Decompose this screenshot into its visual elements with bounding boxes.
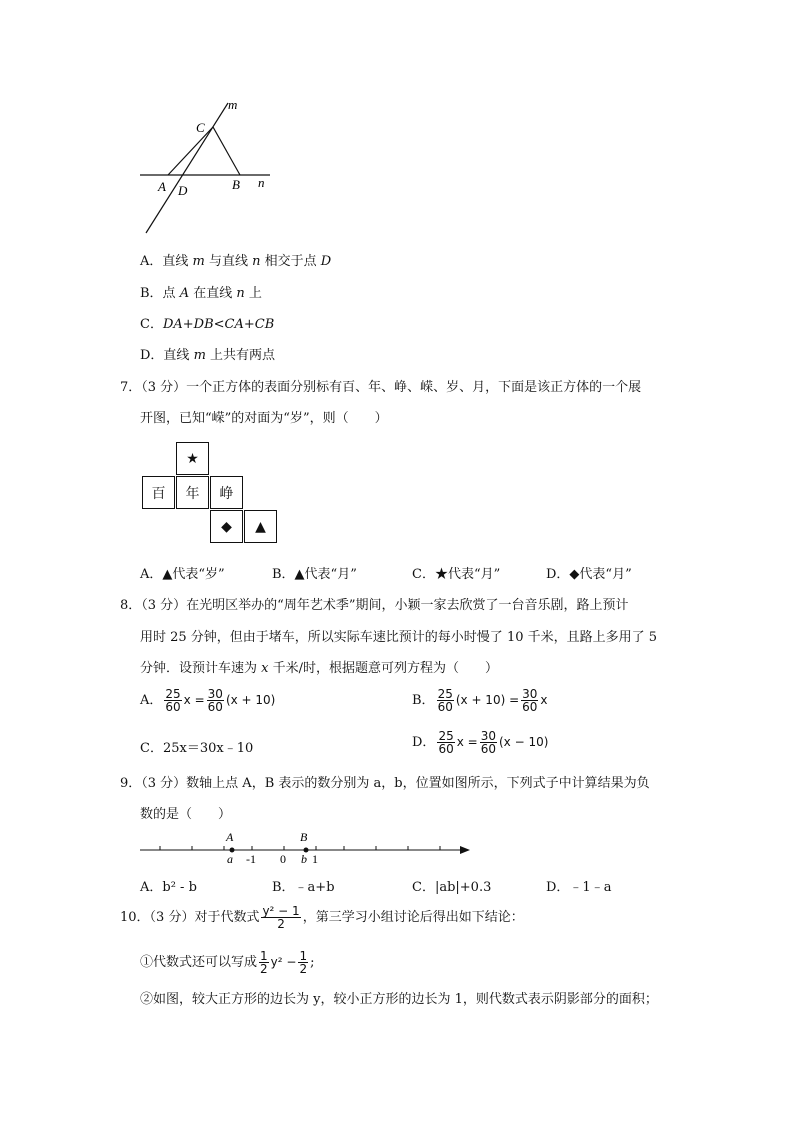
segment-ca — [168, 127, 213, 175]
net-cell-zheng: 峥 — [210, 476, 243, 509]
label-a: A — [158, 179, 166, 194]
q6-option-b[interactable]: B．点 A 在直线 n 上 — [140, 286, 262, 301]
label-c: C — [196, 120, 205, 135]
q9-option-a[interactable]: A．b² - b — [140, 880, 197, 895]
number-line — [140, 826, 480, 868]
label-n: n — [258, 175, 265, 190]
q10-stem: 10．（3 分）对于代数式 $\frac{\text{y² − 1}}{2}$ ，第三学习小组讨论后得出如下结论： — [120, 904, 524, 931]
q6-option-c[interactable]: C．DA+DB<CA+CB — [140, 317, 275, 332]
q7-option-a[interactable]: A．▲代表“岁” — [140, 567, 225, 582]
q9-option-d[interactable]: D．﹣1﹣a — [546, 880, 612, 895]
q8-option-a[interactable]: A． $\frac{25}{60}$ x = $\frac{30}{60}$ (x + 10) — [140, 687, 276, 714]
q7-stem-line1: 7．（3 分）一个正方体的表面分别标有百、年、峥、嵘、岁、月，下面是该正方体的一个展 — [120, 380, 642, 395]
q8-option-b[interactable]: B． $\frac{25}{60}$ (x + 10) = $\frac{30}{60}$ x — [412, 687, 548, 714]
q6-option-a[interactable]: A．直线 m 与直线 n 相交于点 D — [140, 254, 332, 269]
q10-conclusion-1: ①代数式还可以写成 $\frac{1}{2}$ y² − $\frac{1}{2}$ ; — [140, 949, 315, 976]
q6-option-d[interactable]: D．直线 m 上共有两点 — [140, 348, 276, 363]
q8-stem-line1: 8．（3 分）在光明区举办的“周年艺术季”期间，小颖一家去欣赏了一台音乐剧，路上预计 — [120, 598, 629, 613]
net-cell-triangle: ▲ — [244, 510, 277, 543]
label-m: m — [228, 97, 238, 112]
q10-conclusion-2: ②如图，较大正方形的边长为 y，较小正方形的边长为 1，则代数式表示阴影部分的面积； — [140, 992, 658, 1007]
axis-label-b: b — [301, 852, 307, 866]
label-d: D — [178, 183, 188, 198]
net-cell-star: ★ — [176, 442, 209, 475]
net-cell-bai: 百 — [142, 476, 175, 509]
q9-stem-line1: 9．（3 分）数轴上点 A，B 表示的数分别为 a，b，位置如图所示，下列式子中计算结果为负 — [120, 776, 650, 791]
cube-net — [142, 442, 282, 550]
axis-label-neg1: -1 — [246, 852, 256, 866]
label-b: B — [232, 177, 240, 192]
axis-label-one: 1 — [312, 852, 318, 866]
q7-option-c[interactable]: C．★代表“月” — [412, 567, 501, 582]
q8-stem-line3: 分钟．设预计车速为 x 千米/时，根据题意可列方程为（ ） — [140, 661, 498, 676]
net-cell-nian: 年 — [176, 476, 209, 509]
segment-cb — [213, 127, 240, 175]
net-cell-diamond: ◆ — [210, 510, 243, 543]
q9-option-c[interactable]: C．|ab|+0.3 — [412, 880, 492, 895]
q7-option-b[interactable]: B．▲代表“月” — [272, 567, 357, 582]
q8-stem-line2: 用时 25 分钟，但由于堵车，所以实际车速比预计的每小时慢了 10 千米，且路上多用了 5 — [140, 630, 658, 645]
q7-option-d[interactable]: D．◆代表“月” — [546, 567, 632, 582]
geometry-figure — [130, 95, 290, 235]
line-m — [146, 103, 228, 233]
q9-option-b[interactable]: B．﹣a+b — [272, 880, 335, 895]
axis-label-zero: 0 — [280, 852, 286, 866]
q9-stem-line2: 数的是（ ） — [140, 807, 232, 822]
axis-label-A: A — [226, 830, 234, 844]
q7-stem-line2: 开图，已知“嵘”的对面为“岁”，则（ ） — [140, 411, 388, 426]
axis-label-B: B — [300, 830, 308, 844]
q8-option-c[interactable]: C．25x＝30x﹣10 — [140, 741, 254, 756]
axis-label-a: a — [227, 852, 233, 866]
q8-option-d[interactable]: D． $\frac{25}{60}$ x = $\frac{30}{60}$ (x − 10) — [412, 729, 549, 756]
arrow-head-icon — [460, 846, 470, 854]
